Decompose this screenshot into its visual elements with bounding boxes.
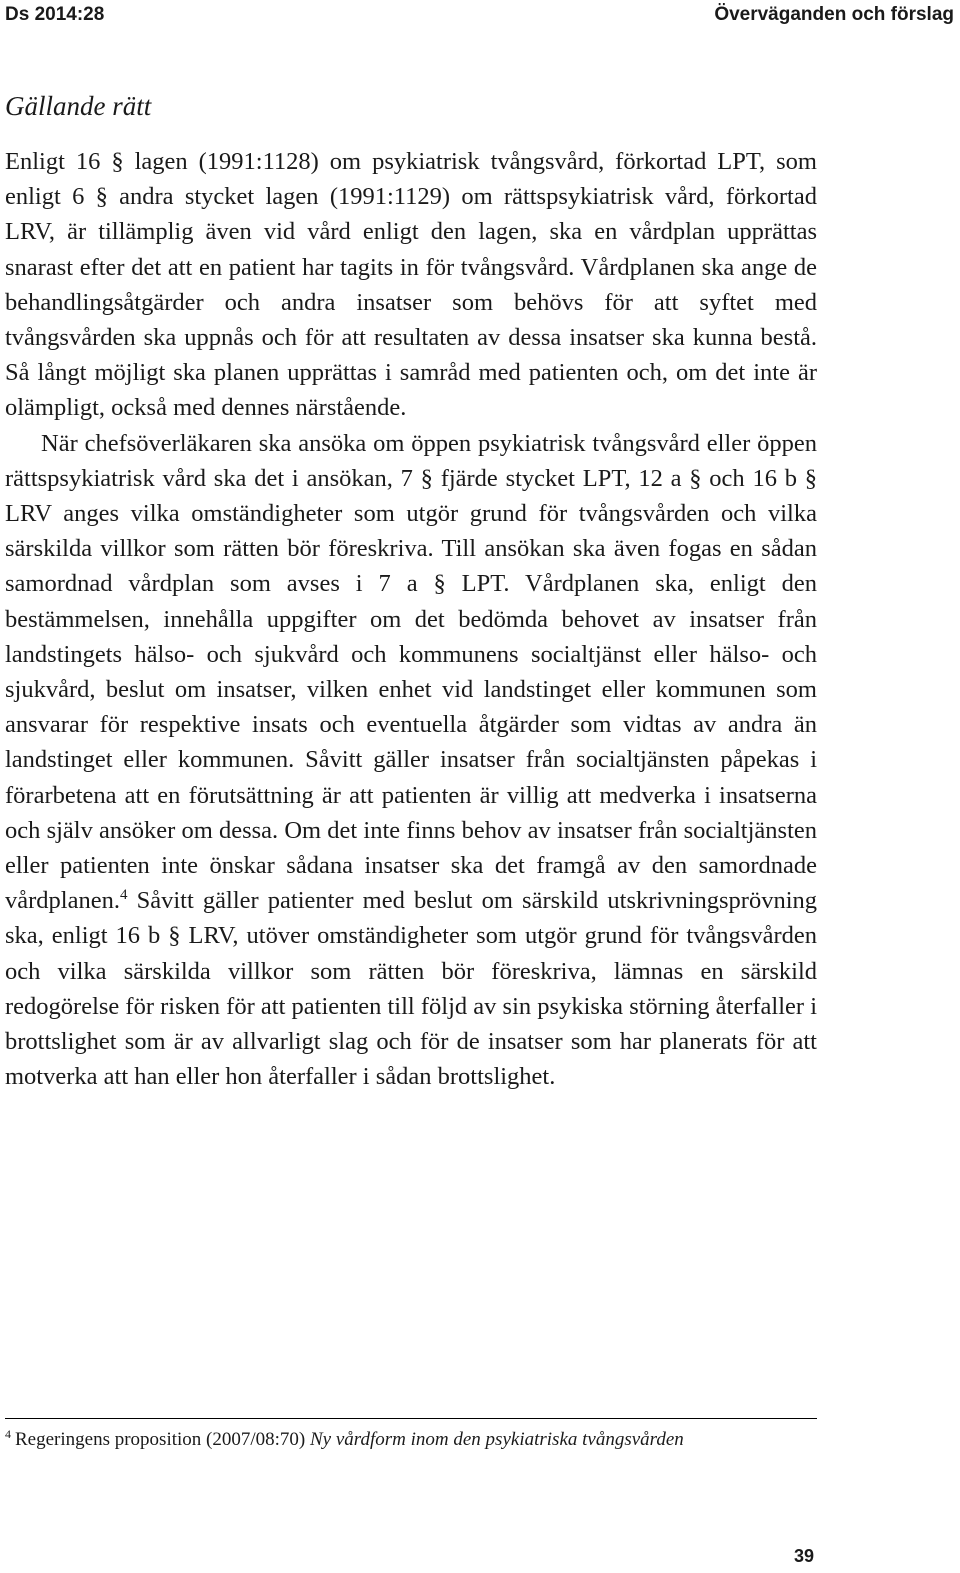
page-number: 39 xyxy=(793,1546,814,1566)
body-text xyxy=(5,144,817,1094)
footnote-title: Ny vårdform inom den psykiatriska tvångsvården xyxy=(310,1429,684,1450)
footnote-number: 4 xyxy=(5,1427,11,1441)
paragraph: Enligt 16 § lagen (1991:1128) om psykiatrisk tvångsvård, förkortad LPT, som enligt 6 § andra stycket lagen (1991:1129) om rättspsykiatrisk vård, förkortad LRV, är tillämplig även vid vård enligt den lagen, ska en vårdplan upprättas snarast efter det att en patient har tagits in för tvångsvård. Vårdplanen ska ange de behandlingsåtgärder och andra insatser som behövs för att syftet med tvångsvården ska uppnås och för att resultaten av dessa insatser ska kunna bestå. Så långt möjligt ska planen upprättas i samråd med patienten och, om det inte är olämpligt, också med dennes närstående. xyxy=(5,148,817,422)
paragraph-text: Såvitt gäller patienter med beslut om särskild utskrivningsprövning ska, enligt 16 b § LRV, utöver omständigheter som utgör grund för tvångsvården och vilka särskilda villkor som rätten bör föreskriva, lämnas en särskild redogörelse för risken för att patienten till följd av sin psykiska störning återfaller i brottslighet som är av allvarligt slag och för de insatser som har planerats för att motverka att han eller hon återfaller i sådan brottslighet. xyxy=(5,887,817,1091)
section-heading: Gällande rätt xyxy=(5,91,152,121)
footnote-divider xyxy=(5,1418,817,1419)
chapter-title: Överväganden och förslag xyxy=(714,4,954,25)
paragraph-text: När chefsöverläkaren ska ansöka om öppen psykiatrisk tvångsvård eller öppen rättspsykiatrisk vård ska det i ansökan, 7 § fjärde stycket LPT, 12 a § och 16 b § LRV anges vilka omständigheter som utgör grund för tvångsvården och vilka särskilda villkor som rätten bör föreskriva. Till ansökan ska även fogas en sådan samordnad vårdplan som avses i 7 a § LPT. Vårdplanen ska, enligt den bestämmelsen, innehålla uppgifter om det bedömda behovet av insatser från landstingets hälso- och sjukvård och kommunens socialtjänst eller hälso- och sjukvård, beslut om insatser, vilken enhet vid landstinget eller kommunen som ansvarar för respektive insats och eventuella åtgärder som vidtas av andra än landstinget eller kommunen. Såvitt gäller insatser från socialtjänsten påpekas i förarbetena att en förutsättning är att patienten är villig att medverka i insatserna och själv ansöker om dessa. Om det inte finns behov av insatser från socialtjänsten eller patienten inte önskar sådana insatser ska det framgå av den samordnade vårdplanen. xyxy=(5,429,817,915)
running-header xyxy=(5,2,954,28)
paragraph xyxy=(5,426,817,1095)
footnote-reference[interactable]: 4 xyxy=(119,887,128,904)
document-id: Ds 2014:28 xyxy=(5,4,105,25)
footnote xyxy=(5,1428,835,1452)
footnote-text: Regeringens proposition (2007/08:70) xyxy=(15,1429,306,1450)
